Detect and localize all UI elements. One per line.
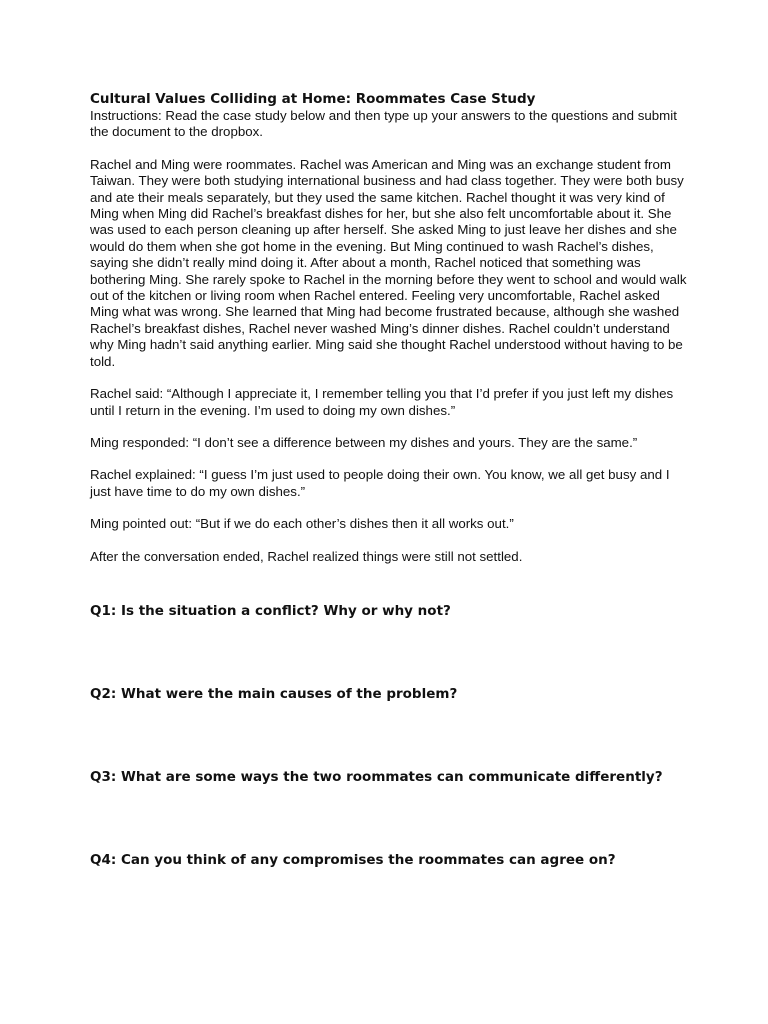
- question-4: Q4: Can you think of any compromises the roommates can agree on?: [90, 852, 616, 868]
- ming-pointed-out-paragraph: Ming pointed out: “But if we do each other’s dishes then it all works out.”: [90, 516, 514, 532]
- rachel-explained-paragraph: Rachel explained: “I guess I’m just used to people doing their own. You know, we all get busy and I just have time to do my own dishes.”: [90, 467, 670, 499]
- document-title: Cultural Values Colliding at Home: Roommates Case Study: [90, 91, 536, 107]
- rachel-said-paragraph: Rachel said: “Although I appreciate it, I remember telling you that I’d prefer if you just left my dishes until I return in the evening. I’m used to doing my own dishes.”: [90, 386, 674, 418]
- questions-section: [90, 602, 710, 934]
- story-paragraph: Rachel and Ming were roommates. Rachel was American and Ming was an exchange student from Taiwan. They were both studying international business and had class together. They were both busy and ate their meals separately, but they used the same kitchen. Rachel thought it was very kind of Ming when Ming did Rachel’s breakfast dishes for her, but she also felt uncomfortable about it. She was used to each person cleaning up after herself. She asked Ming to just leave her dishes and she would do them when she got home in the evening. But Ming continued to wash Rachel’s dishes, saying she didn’t really mind doing it. After about a month, Rachel noticed that something was bothering Ming. She rarely spoke to Rachel in the morning before they went to school and would walk out of the kitchen or living room when Rachel entered. Feeling very uncomfortable, Rachel asked Ming what was wrong. She learned that Ming had become frustrated because, although she washed Rachel’s breakfast dishes, Rachel never washed Ming’s dinner dishes. Rachel couldn’t understand why Ming hadn’t said anything earlier. Ming said she thought Rachel understood without having to be told.: [90, 156, 687, 369]
- instructions-text: Instructions: Read the case study below and then type up your answers to the questions and submit the document to the dropbox.: [90, 108, 677, 140]
- ming-responded-paragraph: Ming responded: “I don’t see a difference between my dishes and yours. They are the same.”: [90, 434, 638, 450]
- case-study-document: [90, 90, 690, 565]
- conclusion-paragraph: After the conversation ended, Rachel realized things were still not settled.: [90, 548, 523, 564]
- question-1: Q1: Is the situation a conflict? Why or why not?: [90, 603, 451, 619]
- question-2: Q2: What were the main causes of the problem?: [90, 686, 458, 702]
- question-3: Q3: What are some ways the two roommates can communicate differently?: [90, 769, 663, 785]
